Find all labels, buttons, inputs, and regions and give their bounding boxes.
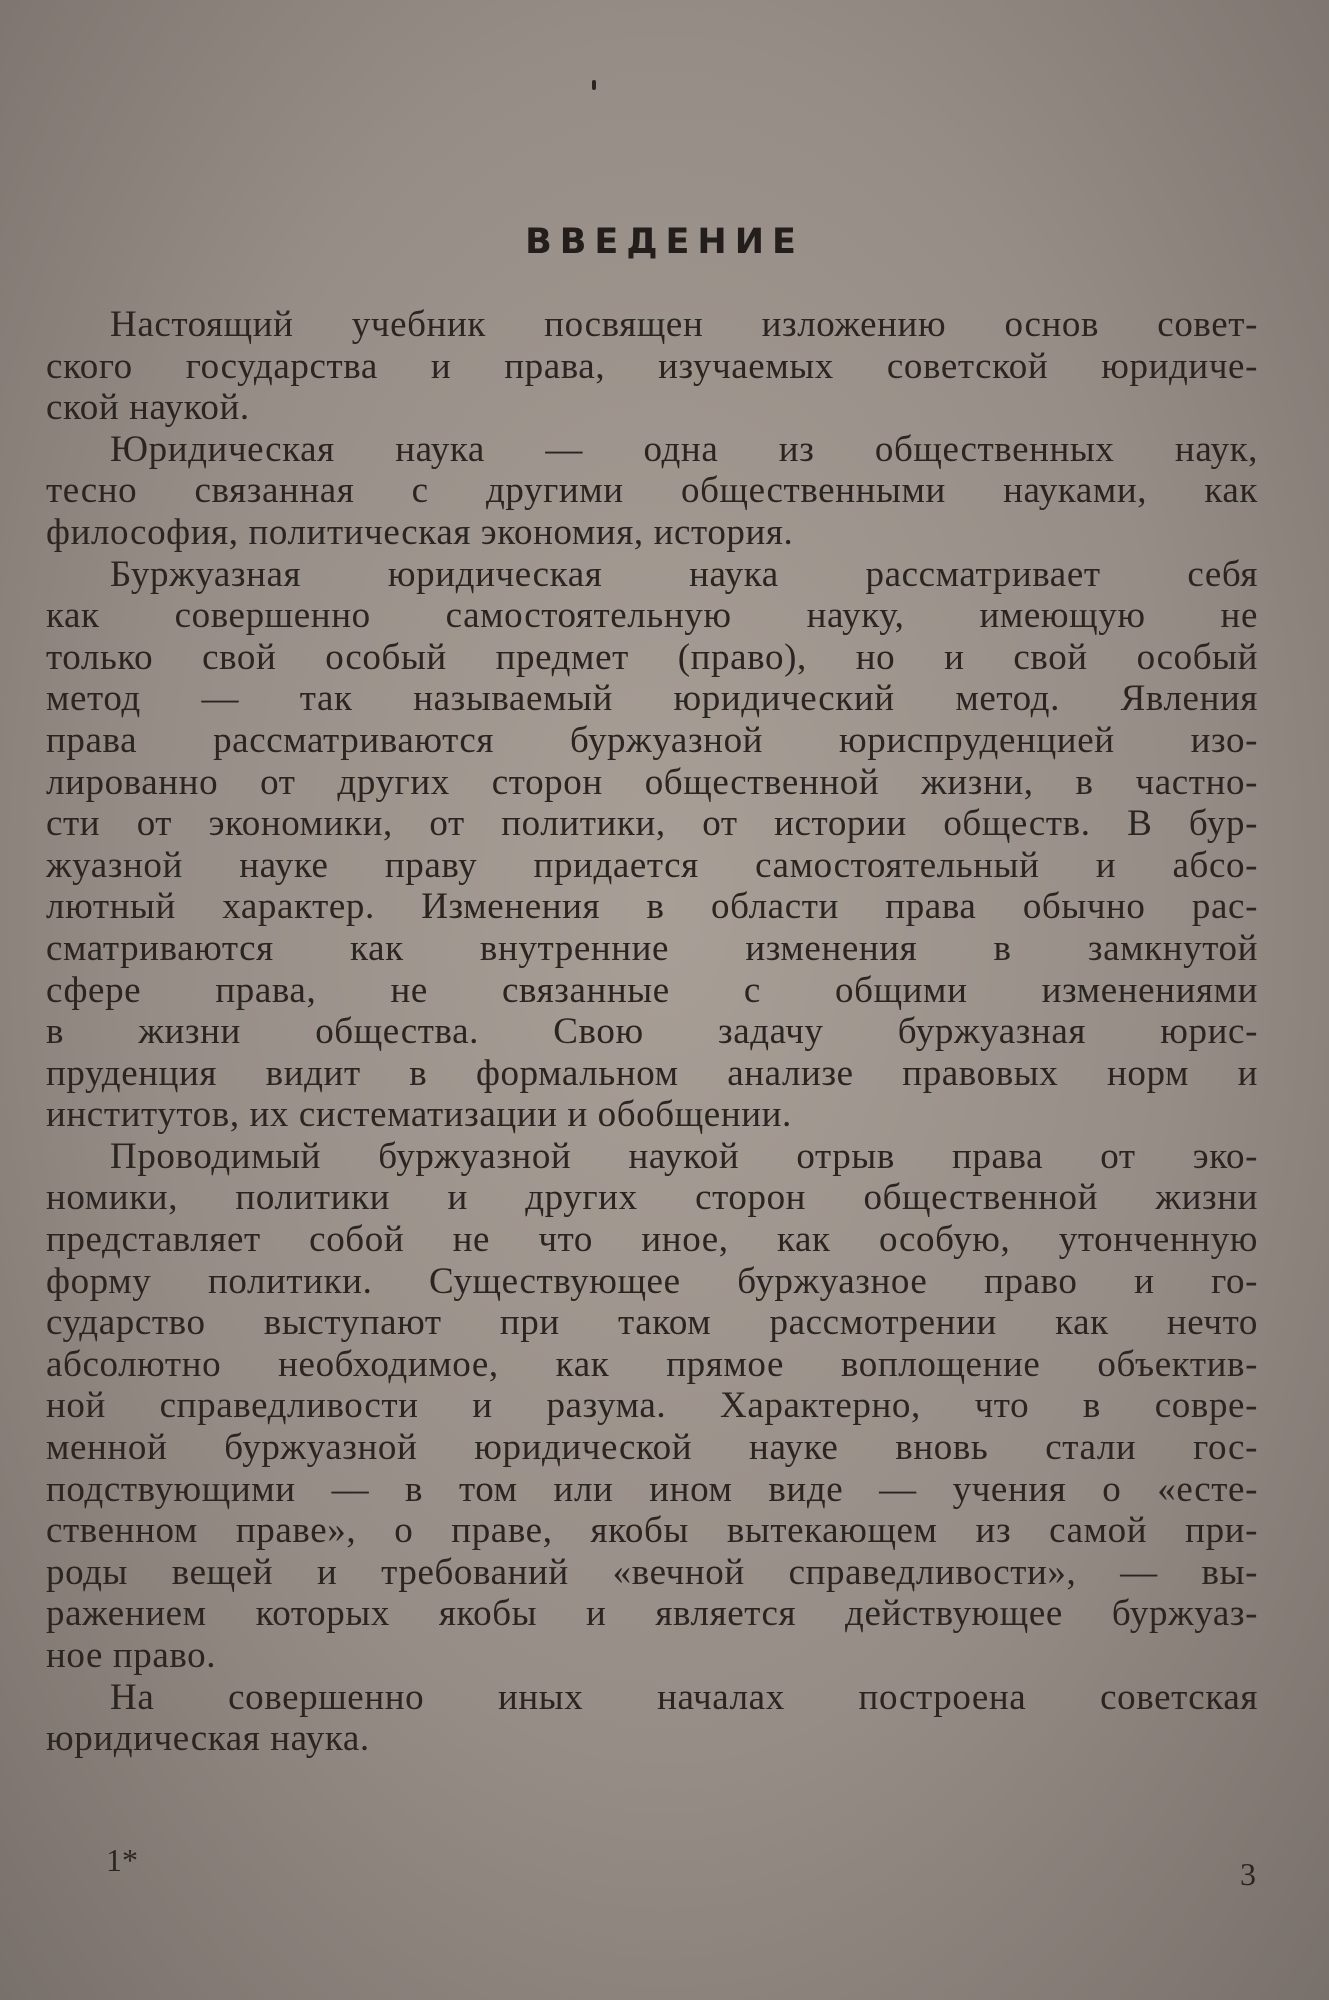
text-line: Проводимый буржуазной наукой отрыв права от эко-	[110, 1135, 1258, 1177]
text-line: метод — так называемый юридический метод. Явления	[46, 678, 1258, 720]
text-line: представляет собой не что иное, как особую, утонченную	[46, 1219, 1258, 1261]
text-line: роды вещей и требований «вечной справедливости», — вы-	[46, 1551, 1258, 1593]
text-line: жуазной науке праву придается самостоятельный и абсо-	[46, 844, 1258, 886]
text-line: ского государства и права, изучаемых советской юридиче-	[46, 345, 1258, 387]
text-line: подствующими — в том или ином виде — учения о «есте-	[46, 1468, 1258, 1510]
text-line: лютный характер. Изменения в области права обычно рас-	[46, 886, 1258, 928]
page-number: 3	[1240, 1856, 1256, 1892]
text-line: ной справедливости и разума. Характерно, что в совре-	[46, 1385, 1258, 1427]
text-line: сматриваются как внутренние изменения в замкнутой	[46, 927, 1258, 969]
page-heading: ВВЕДЕНИЕ	[525, 222, 804, 262]
text-line: лированно от других сторон общественной жизни, в частно-	[46, 761, 1258, 803]
text-line: ственном праве», о праве, якобы вытекающем из самой при-	[46, 1510, 1258, 1552]
text-line: в жизни общества. Свою задачу буржуазная юрис-	[46, 1011, 1258, 1053]
text-line: философия, политическая экономия, история.	[46, 511, 794, 553]
text-line: номики, политики и других сторон общественной жизни	[46, 1177, 1258, 1219]
body-text	[46, 304, 1258, 1760]
text-line: Настоящий учебник посвящен изложению основ совет-	[110, 304, 1258, 345]
text-line: ской наукой.	[46, 387, 250, 429]
text-line: Буржуазная юридическая наука рассматривает себя	[110, 553, 1258, 595]
text-line: форму политики. Существующее буржуазное право и го-	[46, 1260, 1258, 1302]
text-line: права рассматриваются буржуазной юриспруденцией изо-	[46, 719, 1258, 761]
paragraph	[46, 304, 1258, 429]
signature-mark: 1*	[106, 1842, 138, 1878]
text-line: ное право.	[46, 1635, 217, 1676]
text-line: пруденция видит в формальном анализе правовых норм и	[46, 1052, 1258, 1094]
text-line: сударство выступают при таком рассмотрении как нечто	[46, 1302, 1258, 1344]
text-line: Юридическая наука — одна из общественных наук,	[110, 428, 1258, 470]
text-line: только свой особый предмет (право), но и свой особый	[46, 636, 1258, 678]
text-line: юридическая наука.	[46, 1718, 370, 1760]
text-line: менной буржуазной юридической науке вновь стали гос-	[46, 1427, 1258, 1469]
paragraph	[46, 1677, 1258, 1760]
text-line: сти от экономики, от политики, от истории обществ. В бур-	[46, 803, 1258, 845]
text-line: как совершенно самостоятельную науку, имеющую не	[46, 595, 1258, 637]
paragraph	[46, 1136, 1258, 1677]
text-line: тесно связанная с другими общественными науками, как	[46, 470, 1258, 512]
text-line: ражением которых якобы и является действующее буржуаз-	[46, 1593, 1258, 1635]
text-line: сфере права, не связанные с общими изменениями	[46, 969, 1258, 1011]
text-line: абсолютно необходимое, как прямое воплощение объектив-	[46, 1343, 1258, 1385]
ink-speck	[592, 80, 596, 90]
paragraph	[46, 429, 1258, 554]
text-line: институтов, их систематизации и обобщении.	[46, 1094, 792, 1136]
text-line: На совершенно иных началах построена советская	[110, 1676, 1258, 1718]
paragraph	[46, 554, 1258, 1136]
